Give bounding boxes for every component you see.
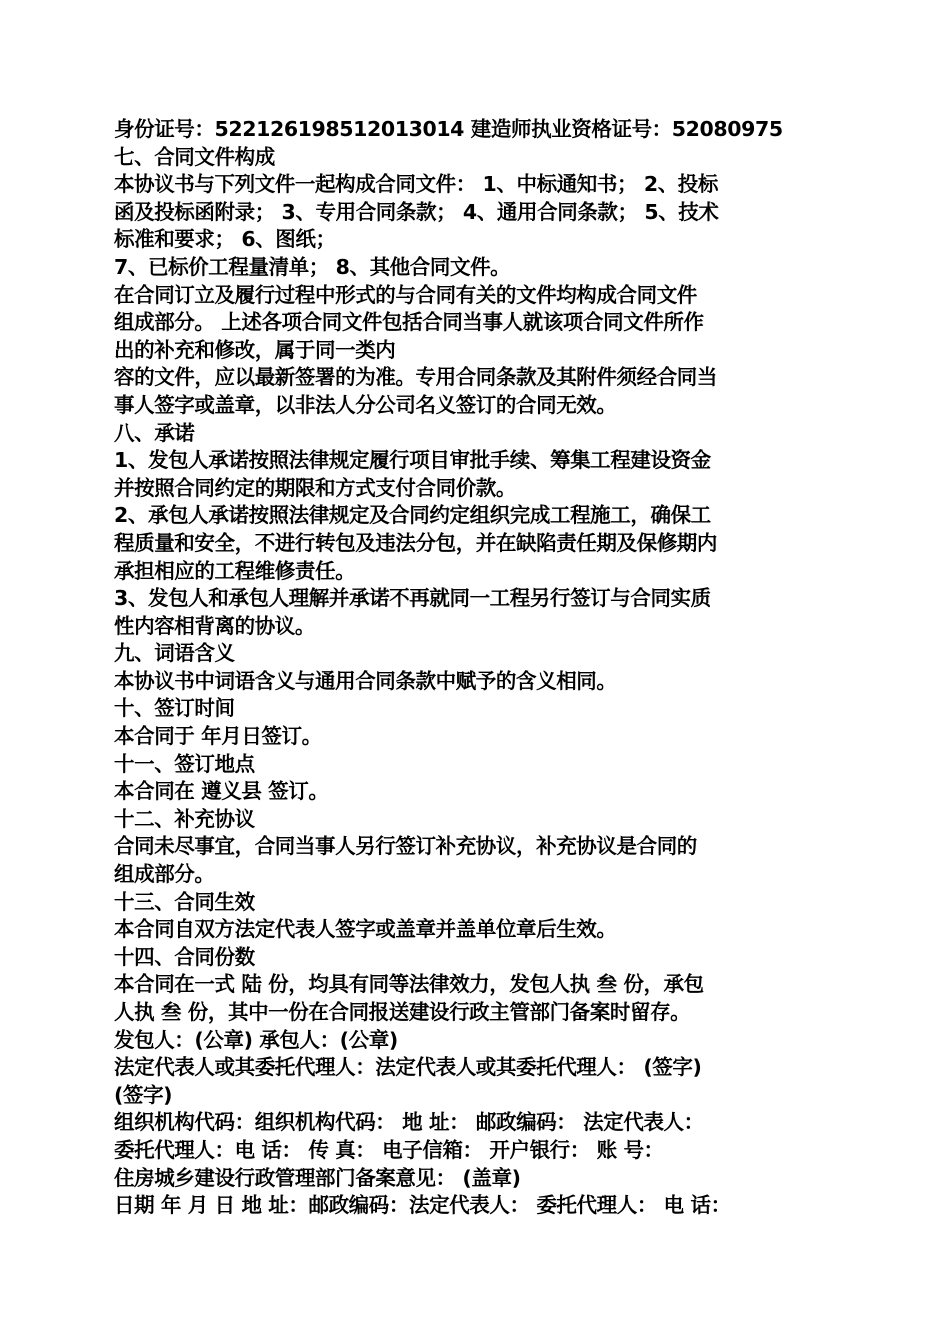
text-line: 本合同于 年月日签订。 xyxy=(114,724,322,749)
text-line: 十三、合同生效 xyxy=(114,889,255,914)
text-line: 在合同订立及履行过程中形式的与合同有关的文件均构成合同文件 xyxy=(114,282,697,307)
text-line: 本合同自双方法定代表人签字或盖章并盖单位章后生效。 xyxy=(114,917,617,942)
text-line: 2、承包人承诺按照法律规定及合同约定组织完成工程施工，确保工 xyxy=(114,503,711,528)
text-line: 本合同在 遵义县 签订。 xyxy=(114,779,329,804)
text-line: 1、发包人承诺按照法律规定履行项目审批手续、筹集工程建设资金 xyxy=(114,448,711,473)
text-line: 合同未尽事宜，合同当事人另行签订补充协议，补充协议是合同的 xyxy=(114,834,697,859)
text-line: 组成部分。 上述各项合同文件包括合同当事人就该项合同文件所作 xyxy=(114,310,704,335)
text-line: 本合同在一式 陆 份，均具有同等法律效力，发包人执 叁 份，承包 xyxy=(114,972,704,997)
text-line: 程质量和安全，不进行转包及违法分包，并在缺陷责任期及保修期内 xyxy=(114,530,717,555)
text-line: 出的补充和修改，属于同一类内 xyxy=(114,337,396,362)
text-line: 组织机构代码：组织机构代码： 地 址： 邮政编码： 法定代表人： xyxy=(114,1110,704,1135)
text-line: 九、词语含义 xyxy=(114,641,235,666)
text-line: 本协议书与下列文件一起构成合同文件： 1、中标通知书； 2、投标 xyxy=(114,172,719,197)
text-line: 委托代理人：电 话： 传 真： 电子信箱： 开户银行： 账 号： xyxy=(114,1137,664,1162)
text-line: 十、签订时间 xyxy=(114,696,235,721)
text-line: 并按照合同约定的期限和方式支付合同价款。 xyxy=(114,475,516,500)
text-line: (签字) xyxy=(114,1082,173,1107)
text-line: 函及投标函附录； 3、专用合同条款； 4、通用合同条款； 5、技术 xyxy=(114,199,719,224)
text-line: 身份证号：522126198512013014 建造师执业资格证号：52080975 xyxy=(114,117,783,141)
text-line: 十一、签订地点 xyxy=(114,751,255,776)
text-line: 容的文件，应以最新签署的为准。专用合同条款及其附件须经合同当 xyxy=(114,365,717,390)
text-line: 性内容相背离的协议。 xyxy=(114,613,315,638)
text-line: 住房城乡建设行政管理部门备案意见： (盖章) xyxy=(114,1165,521,1190)
text-line: 十四、合同份数 xyxy=(114,944,255,969)
text-line: 八、承诺 xyxy=(114,420,195,445)
text-line: 7、已标价工程量清单； 8、其他合同文件。 xyxy=(114,254,511,279)
text-line: 发包人：(公章) 承包人：(公章) xyxy=(114,1027,398,1052)
text-line: 日期 年 月 日 地 址：邮政编码：法定代表人： 委托代理人： 电 话： xyxy=(114,1193,731,1218)
text-line: 组成部分。 xyxy=(114,862,215,887)
text-line: 法定代表人或其委托代理人：法定代表人或其委托代理人： (签字) xyxy=(114,1055,702,1080)
text-line: 十二、补充协议 xyxy=(114,806,255,831)
text-line: 人执 叁 份，其中一份在合同报送建设行政主管部门备案时留存。 xyxy=(114,1000,691,1024)
text-line: 七、合同文件构成 xyxy=(114,144,275,169)
text-line: 3、发包人和承包人理解并承诺不再就同一工程另行签订与合同实质 xyxy=(114,586,711,611)
document-page xyxy=(114,116,844,1220)
text-line: 标准和要求； 6、图纸； xyxy=(114,227,336,252)
text-line: 事人签字或盖章，以非法人分公司名义签订的合同无效。 xyxy=(114,392,617,417)
text-line: 本协议书中词语含义与通用合同条款中赋予的含义相同。 xyxy=(114,668,617,693)
text-line: 承担相应的工程维修责任。 xyxy=(114,558,356,583)
